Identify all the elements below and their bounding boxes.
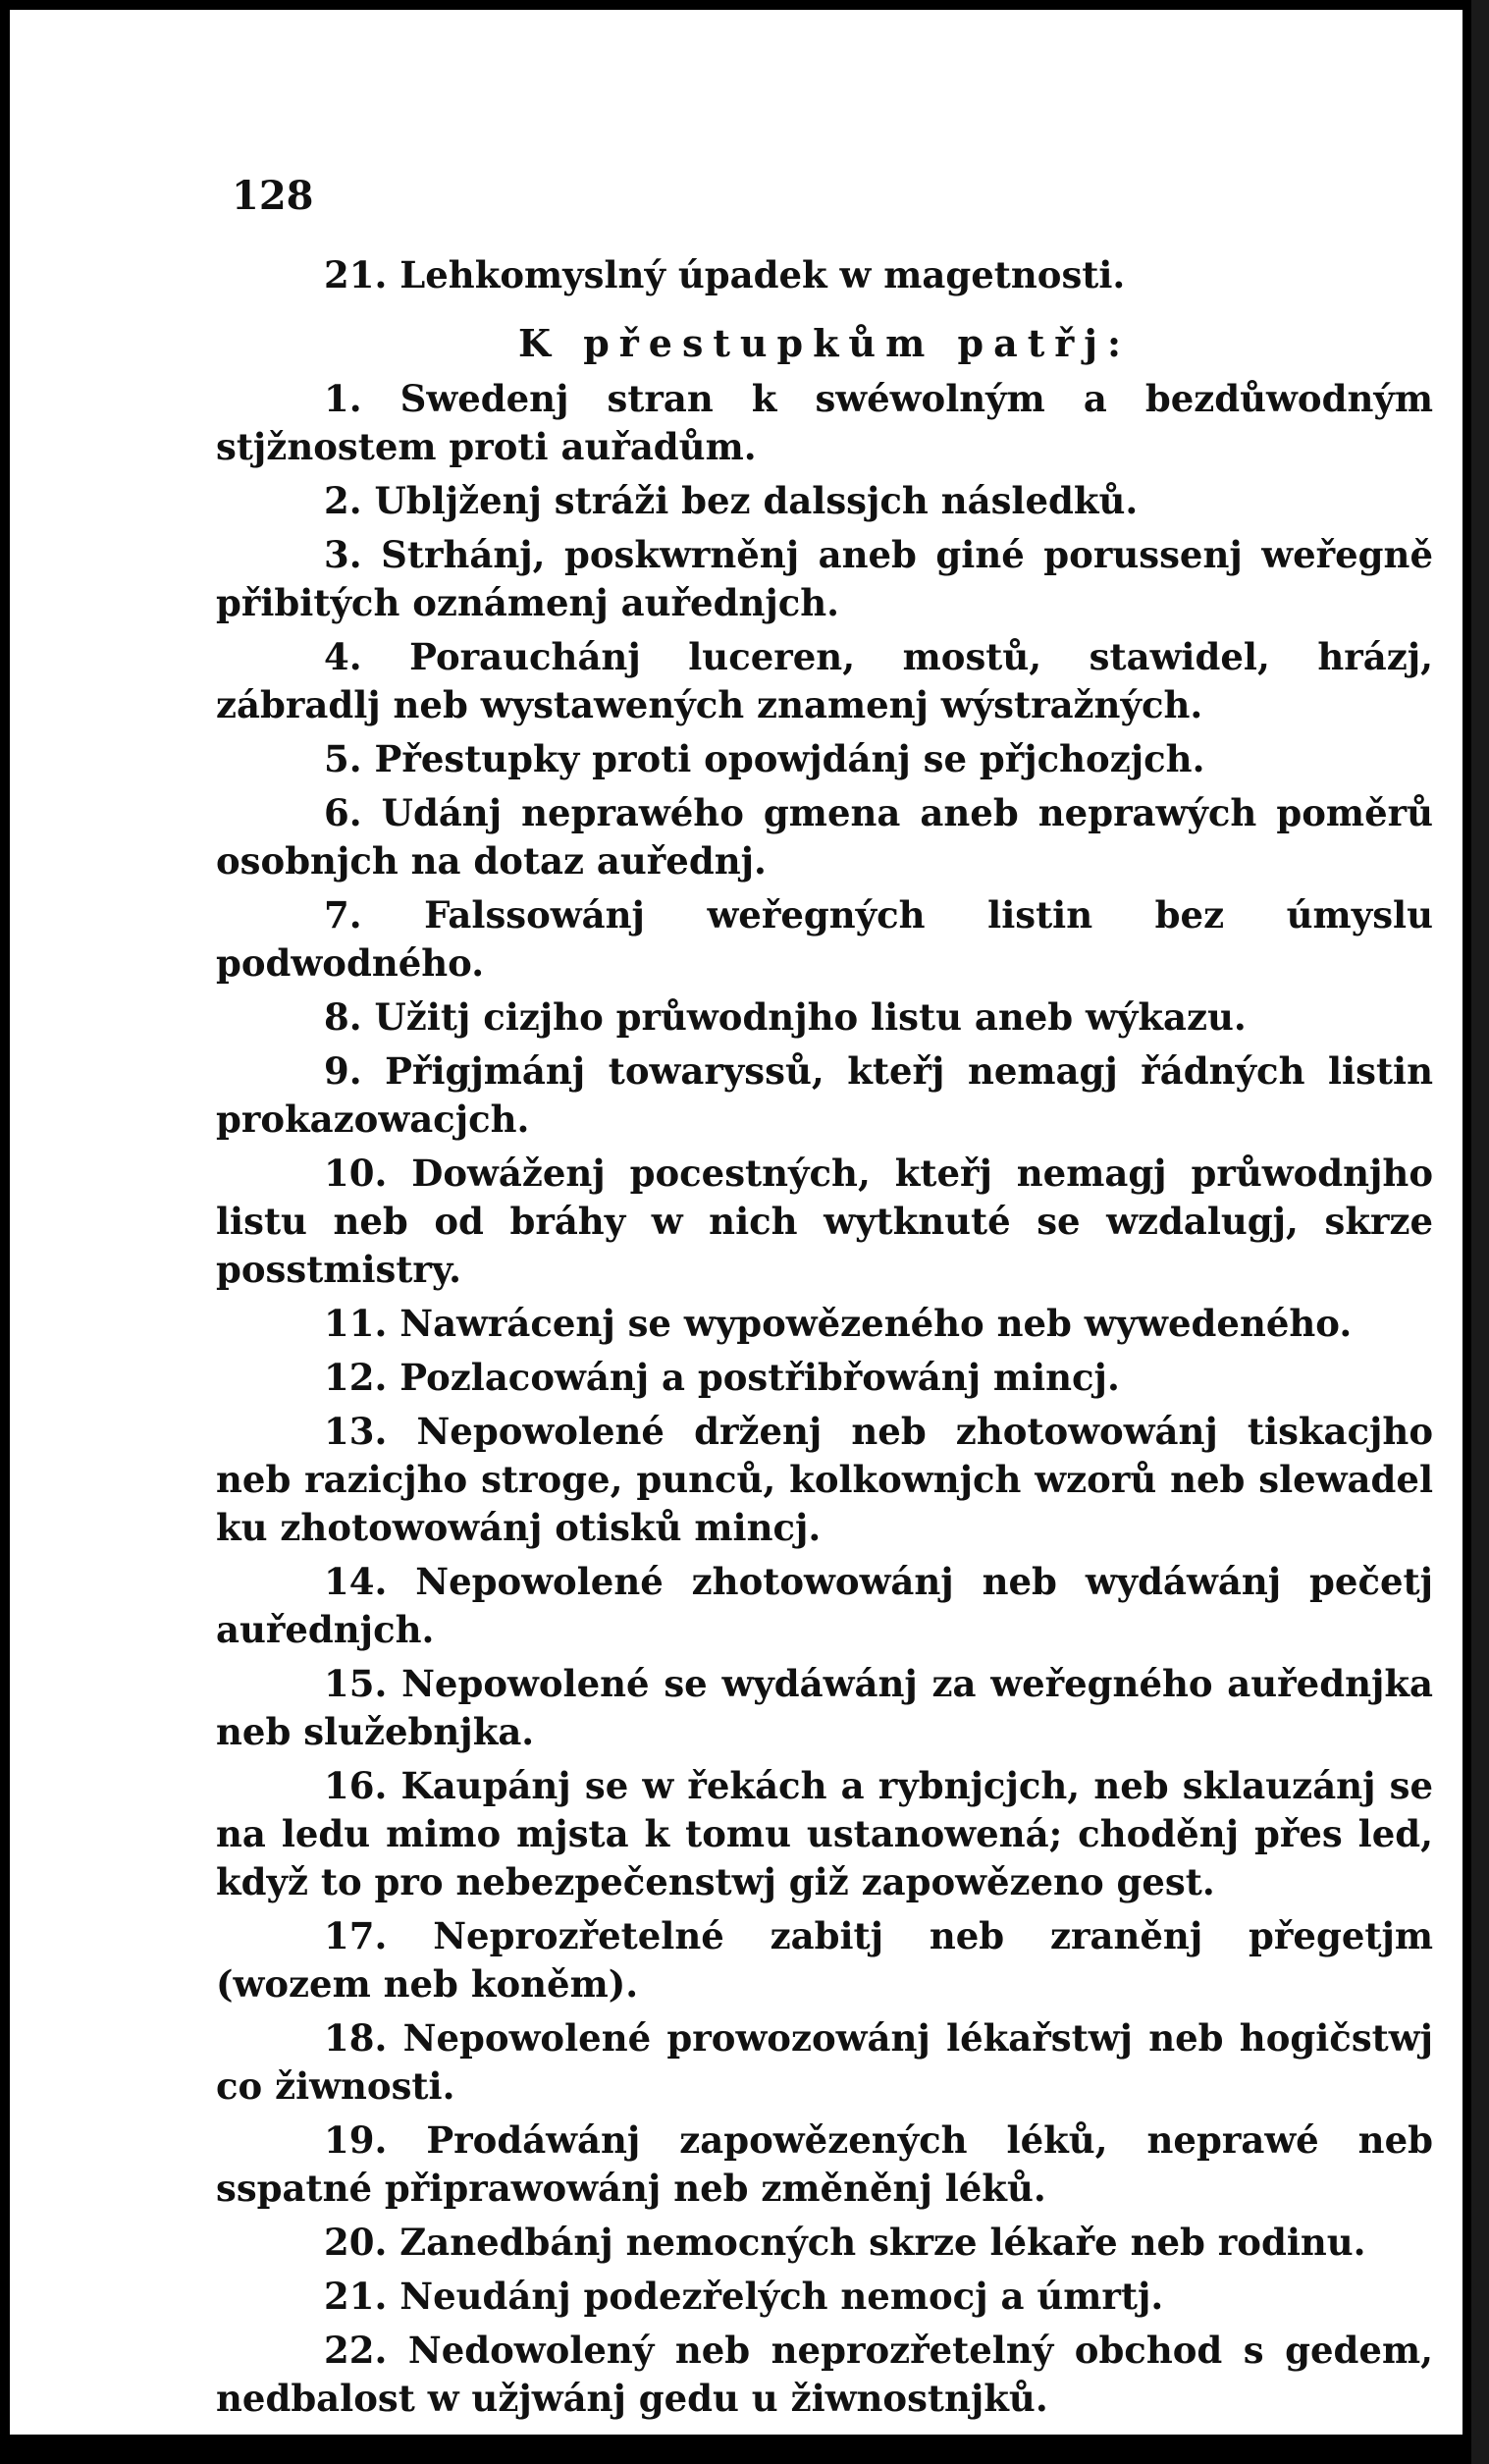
section-heading: K přestupkům patřj:: [517, 321, 1132, 365]
list-item: 8. Užitj cizjho průwodnjho listu aneb wýkazu.: [324, 995, 1247, 1039]
offence-list: [216, 375, 1433, 2423]
list-item: 21. Neudánj podezřelých nemocj a úmrtj.: [324, 2275, 1164, 2318]
page-content: [216, 167, 1433, 2429]
list-item: 10. Dowáženj pocestných, kteřj nemagj průwodnjho listu neb od bráhy w nich wytknuté se wzdalugj, skrze posstmistry.: [216, 1152, 1433, 1291]
list-item: 11. Nawrácenj se wypowězeného neb wywedeného.: [324, 1302, 1353, 1345]
list-item: 4. Porauchánj luceren, mostů, stawidel, hrázj, zábradlj neb wystawených znamenj wýstražných.: [216, 635, 1433, 726]
page-number: 128: [232, 173, 314, 219]
list-item: 1. Swedenj stran k swéwolným a bezdůwodným stjžnostem proti auřadům.: [216, 377, 1433, 468]
scan-edge: [1471, 0, 1489, 2464]
list-item: 7. Falssowánj weřegných listin bez úmyslu podwodného.: [216, 893, 1433, 985]
book-page: [10, 10, 1462, 2435]
list-item: 13. Nepowolené drženj neb zhotowowánj tiskacjho neb razicjho stroge, punců, kolkownjch wzorů neb slewadel ku zhotowowánj otisků mincj.: [216, 1410, 1433, 1549]
list-item: 12. Pozlacowánj a postřibřowánj mincj.: [324, 1356, 1120, 1399]
list-item: 20. Zanedbánj nemocných skrze lékaře neb rodinu.: [324, 2221, 1366, 2264]
list-item: 2. Ubljženj stráži bez dalssjch následků.: [324, 479, 1139, 522]
list-item: 18. Nepowolené prowozowánj lékařstwj neb hogičstwj co žiwnosti.: [216, 2016, 1433, 2108]
list-item: 9. Přigjmánj towaryssů, kteřj nemagj řádných listin prokazowacjch.: [216, 1049, 1433, 1141]
list-item: 3. Strhánj, poskwrněnj aneb giné porussenj weřegně přibitých oznámenj auřednjch.: [216, 533, 1433, 624]
list-item: 22. Nedowolený neb neprozřetelný obchod s gedem, nedbalost w užjwánj gedu u žiwnostnjků.: [216, 2329, 1433, 2420]
list-item: 6. Udánj neprawého gmena aneb neprawých poměrů osobnjch na dotaz auřednj.: [216, 791, 1433, 883]
intro-line: 21. Lehkomyslný úpadek w magetnosti.: [324, 253, 1126, 296]
list-item: 15. Nepowolené se wydáwánj za weřegného auřednjka neb služebnjka.: [216, 1662, 1433, 1753]
list-item: 17. Neprozřetelné zabitj neb zraněnj přegetjm (wozem neb koněm).: [216, 1914, 1433, 2006]
list-item: 5. Přestupky proti opowjdánj se přjchozjch.: [324, 737, 1205, 780]
list-item: 14. Nepowolené zhotowowánj neb wydáwánj pečetj auřednjch.: [216, 1560, 1433, 1651]
list-item: 19. Prodáwánj zapowězených léků, neprawé neb sspatné připrawowánj neb změněnj léků.: [216, 2118, 1433, 2210]
list-item: 16. Kaupánj se w řekách a rybnjcjch, neb sklauzánj se na ledu mimo mjsta k tomu ustanowená; choděnj přes led, když to pro nebezpečenstwj giž zapowězeno gest.: [216, 1764, 1433, 1903]
